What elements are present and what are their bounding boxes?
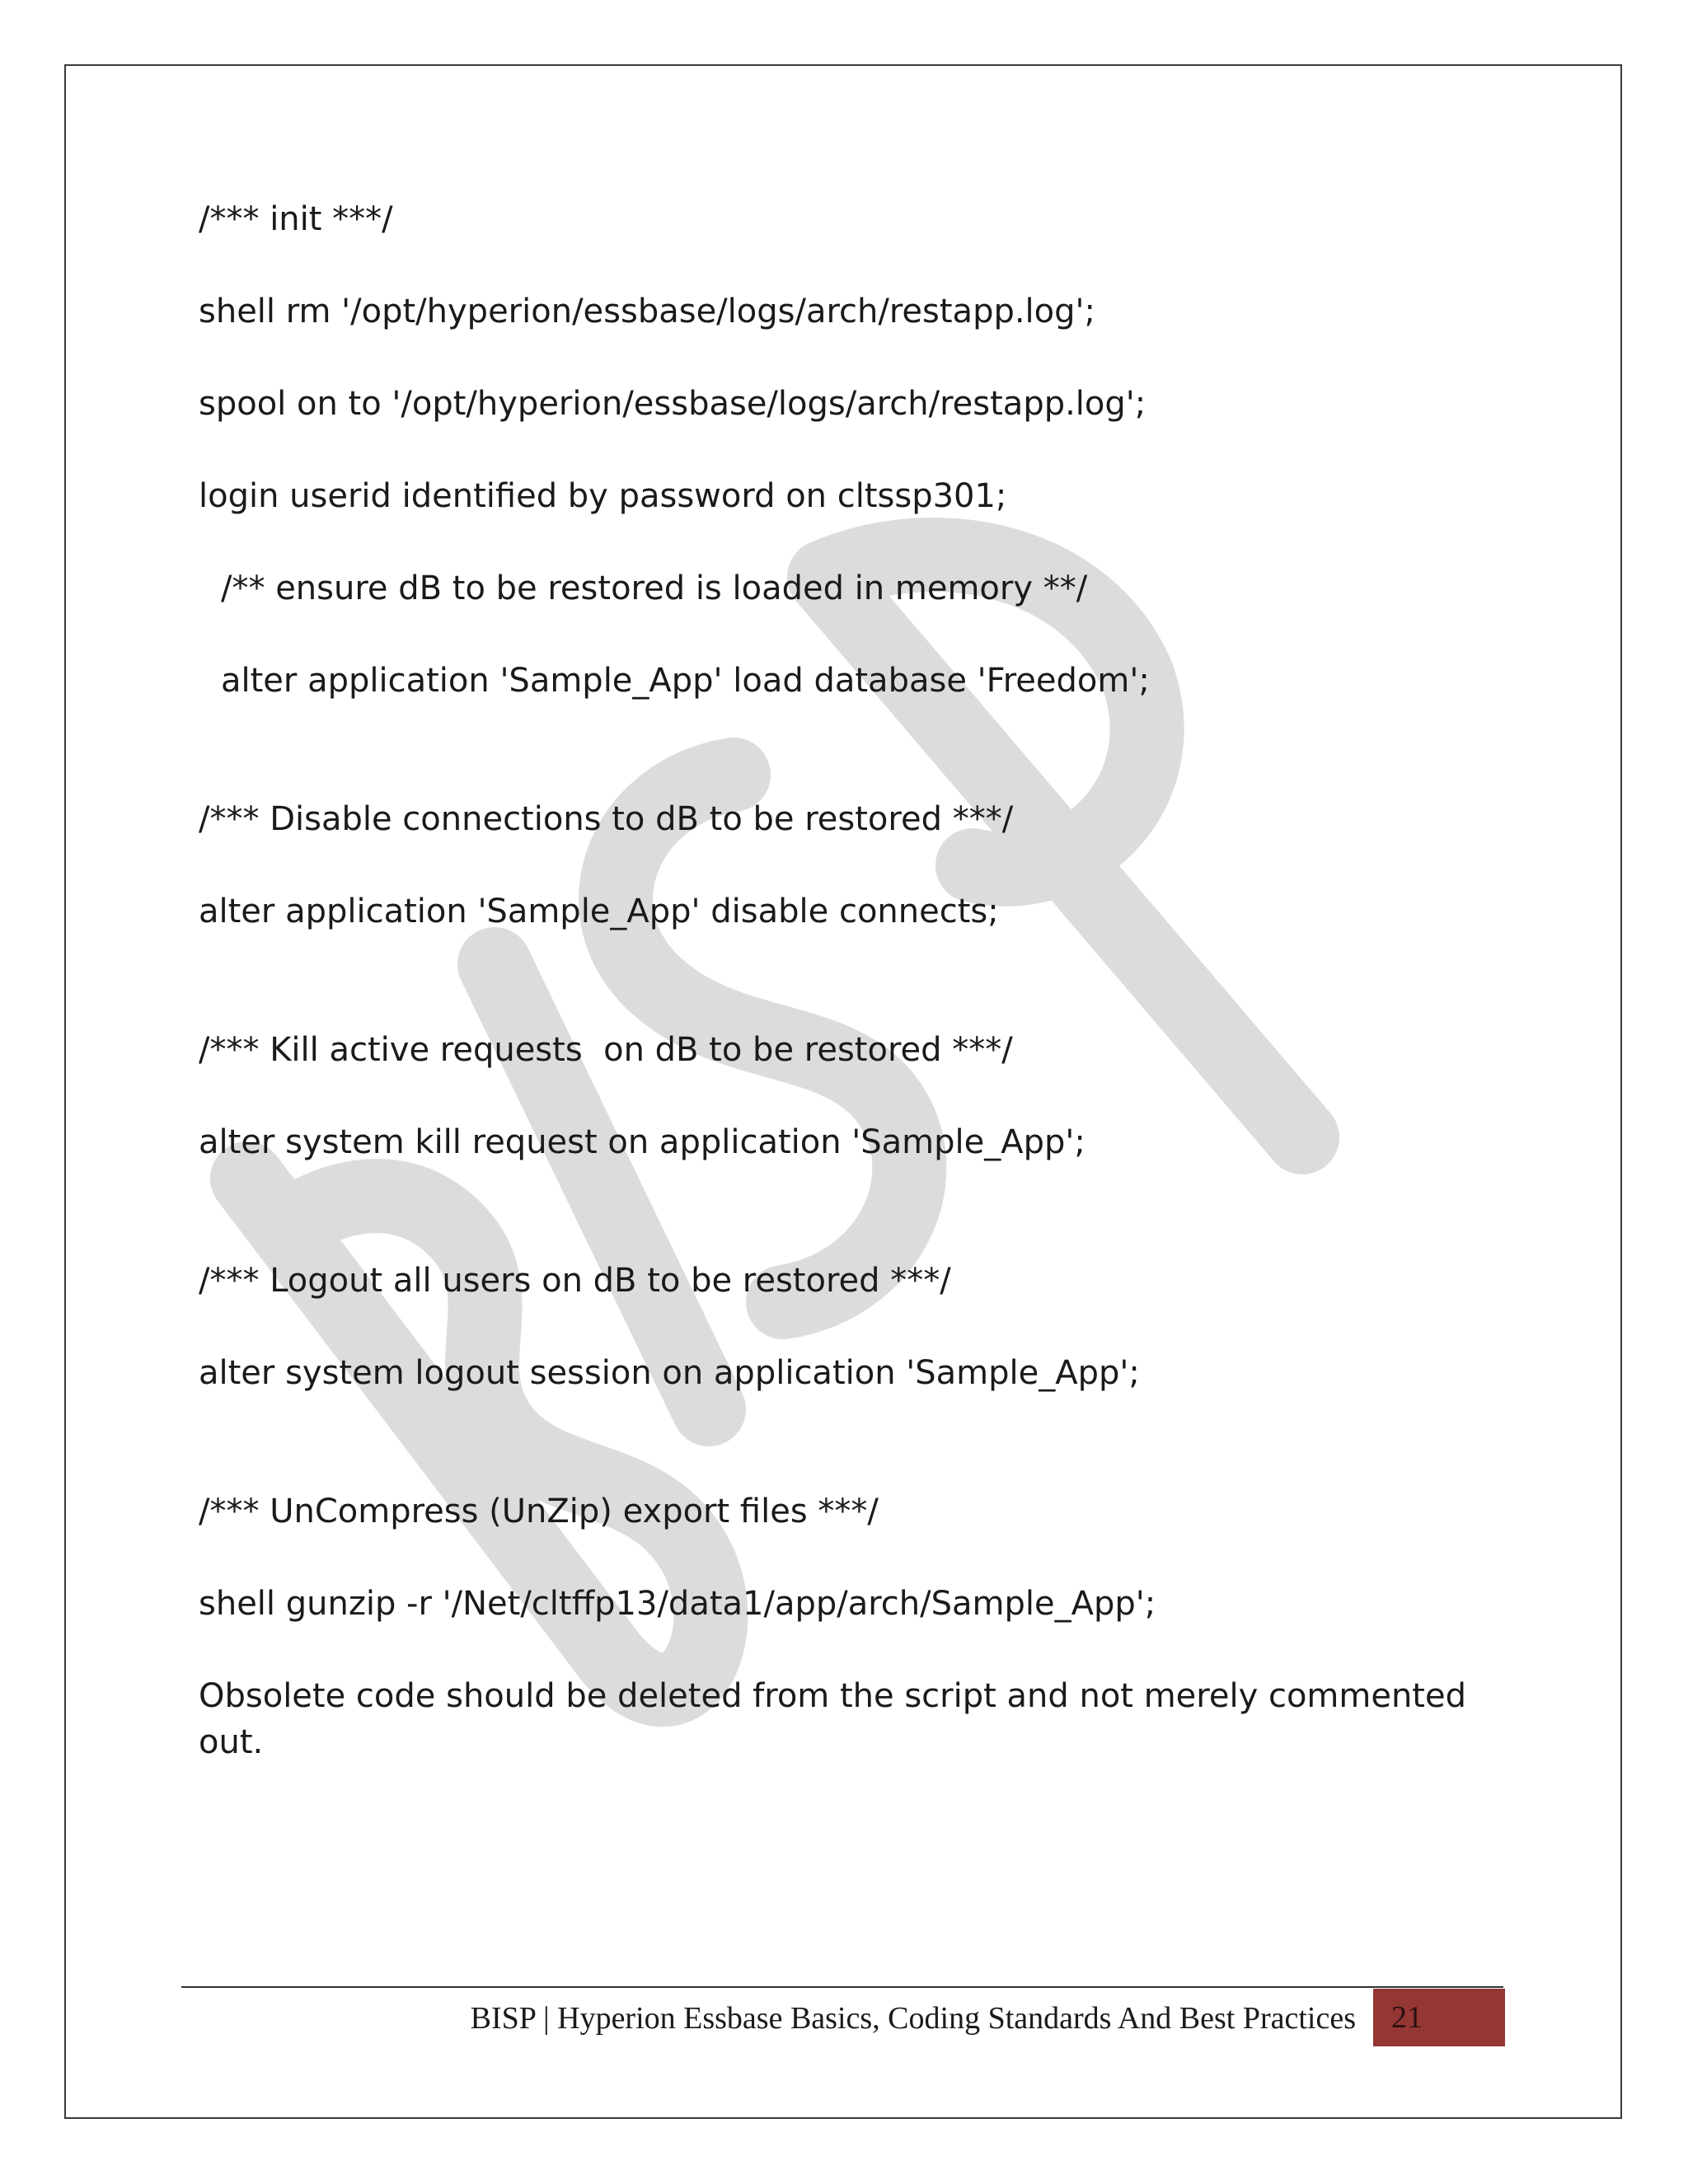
code-line-kill-request: alter system kill request on application 'Sample_App'; [199, 1123, 1085, 1161]
code-line-disable-connects: alter application 'Sample_App' disable connects; [199, 893, 999, 930]
code-line-gunzip: shell gunzip -r '/Net/cltffp13/data1/app/arch/Sample_App'; [199, 1585, 1156, 1623]
page-number: 21 [1391, 2000, 1423, 2035]
code-line-ensure-comment: /** ensure dB to be restored is loaded in memory **/ [221, 569, 1088, 607]
code-line-logout-session: alter system logout session on application 'Sample_App'; [199, 1354, 1140, 1392]
code-line-init-comment: /*** init ***/ [199, 200, 393, 238]
code-line-logout-comment: /*** Logout all users on dB to be restored ***/ [199, 1262, 951, 1300]
code-line-kill-comment: /*** Kill active requests on dB to be restored ***/ [199, 1031, 1013, 1069]
page-border [64, 64, 1622, 2119]
footer-title: BISP | Hyperion Essbase Basics, Coding Standards And Best Practices [470, 2001, 1356, 2036]
code-line-load-database: alter application 'Sample_App' load database 'Freedom'; [221, 662, 1150, 700]
code-line-uncompress-comment: /*** UnCompress (UnZip) export files ***/ [199, 1493, 879, 1530]
code-line-spool: spool on to '/opt/hyperion/essbase/logs/arch/restapp.log'; [199, 385, 1146, 423]
code-line-disable-comment: /*** Disable connections to dB to be restored ***/ [199, 800, 1014, 838]
page-number-badge [1373, 1989, 1505, 2046]
closing-paragraph: Obsolete code should be deleted from the script and not merely commented out. [199, 1677, 1466, 1761]
code-line-shell-rm: shell rm '/opt/hyperion/essbase/logs/arch/restapp.log'; [199, 293, 1096, 330]
code-line-login: login userid identified by password on cltssp301; [199, 477, 1007, 515]
footer-rule [181, 1986, 1503, 1988]
